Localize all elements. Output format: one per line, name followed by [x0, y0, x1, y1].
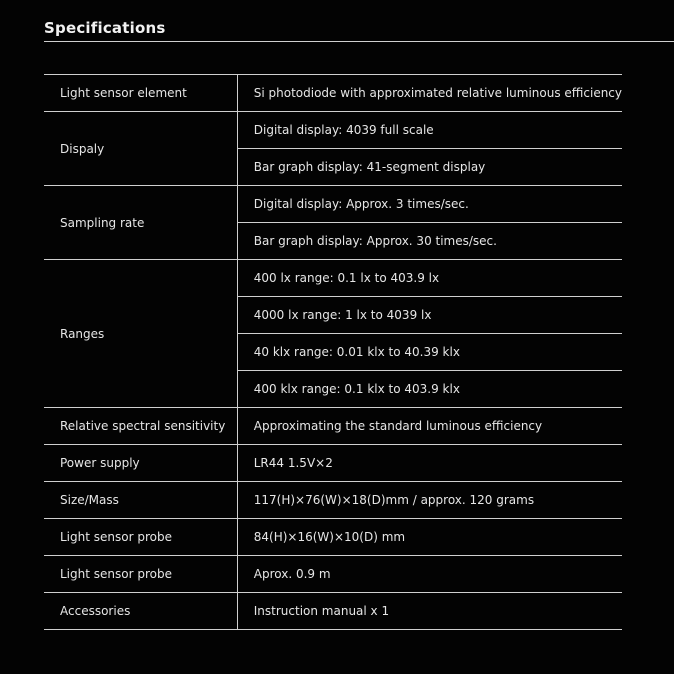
table-row	[44, 593, 622, 630]
spec-value: Bar graph display: Approx. 30 times/sec.	[237, 223, 622, 260]
spec-label: Relative spectral sensitivity	[44, 408, 237, 445]
spec-value: Instruction manual x 1	[237, 593, 622, 630]
spec-value: 4000 lx range: 1 lx to 4039 lx	[237, 297, 622, 334]
table-row	[44, 556, 622, 593]
spec-label: Accessories	[44, 593, 237, 630]
spec-value: 400 klx range: 0.1 klx to 403.9 klx	[237, 371, 622, 408]
table-row	[44, 112, 622, 149]
spec-label: Dispaly	[44, 112, 237, 186]
table-row	[44, 445, 622, 482]
spec-value: Aprox. 0.9 m	[237, 556, 622, 593]
table-row	[44, 75, 622, 112]
table-row	[44, 519, 622, 556]
spec-value: Approximating the standard luminous efficiency	[237, 408, 622, 445]
table-row	[44, 408, 622, 445]
spec-value: Digital display: 4039 full scale	[237, 112, 622, 149]
spec-value: LR44 1.5V×2	[237, 445, 622, 482]
spec-value: Si photodiode with approximated relative luminous efficiency	[237, 75, 622, 112]
spec-value: 84(H)×16(W)×10(D) mm	[237, 519, 622, 556]
spec-label: Light sensor probe	[44, 556, 237, 593]
spec-label: Ranges	[44, 260, 237, 408]
spec-label: Sampling rate	[44, 186, 237, 260]
page-title: Specifications	[44, 19, 166, 37]
table-row	[44, 260, 622, 297]
title-divider	[44, 41, 674, 42]
spec-value: Digital display: Approx. 3 times/sec.	[237, 186, 622, 223]
spec-value: 400 lx range: 0.1 lx to 403.9 lx	[237, 260, 622, 297]
spec-value: 40 klx range: 0.01 klx to 40.39 klx	[237, 334, 622, 371]
spec-label: Light sensor element	[44, 75, 237, 112]
spec-value: 117(H)×76(W)×18(D)mm / approx. 120 grams	[237, 482, 622, 519]
spec-value: Bar graph display: 41-segment display	[237, 149, 622, 186]
spec-label: Power supply	[44, 445, 237, 482]
table-row	[44, 482, 622, 519]
spec-label: Light sensor probe	[44, 519, 237, 556]
table-row	[44, 186, 622, 223]
spec-label: Size/Mass	[44, 482, 237, 519]
specifications-table	[44, 74, 622, 630]
